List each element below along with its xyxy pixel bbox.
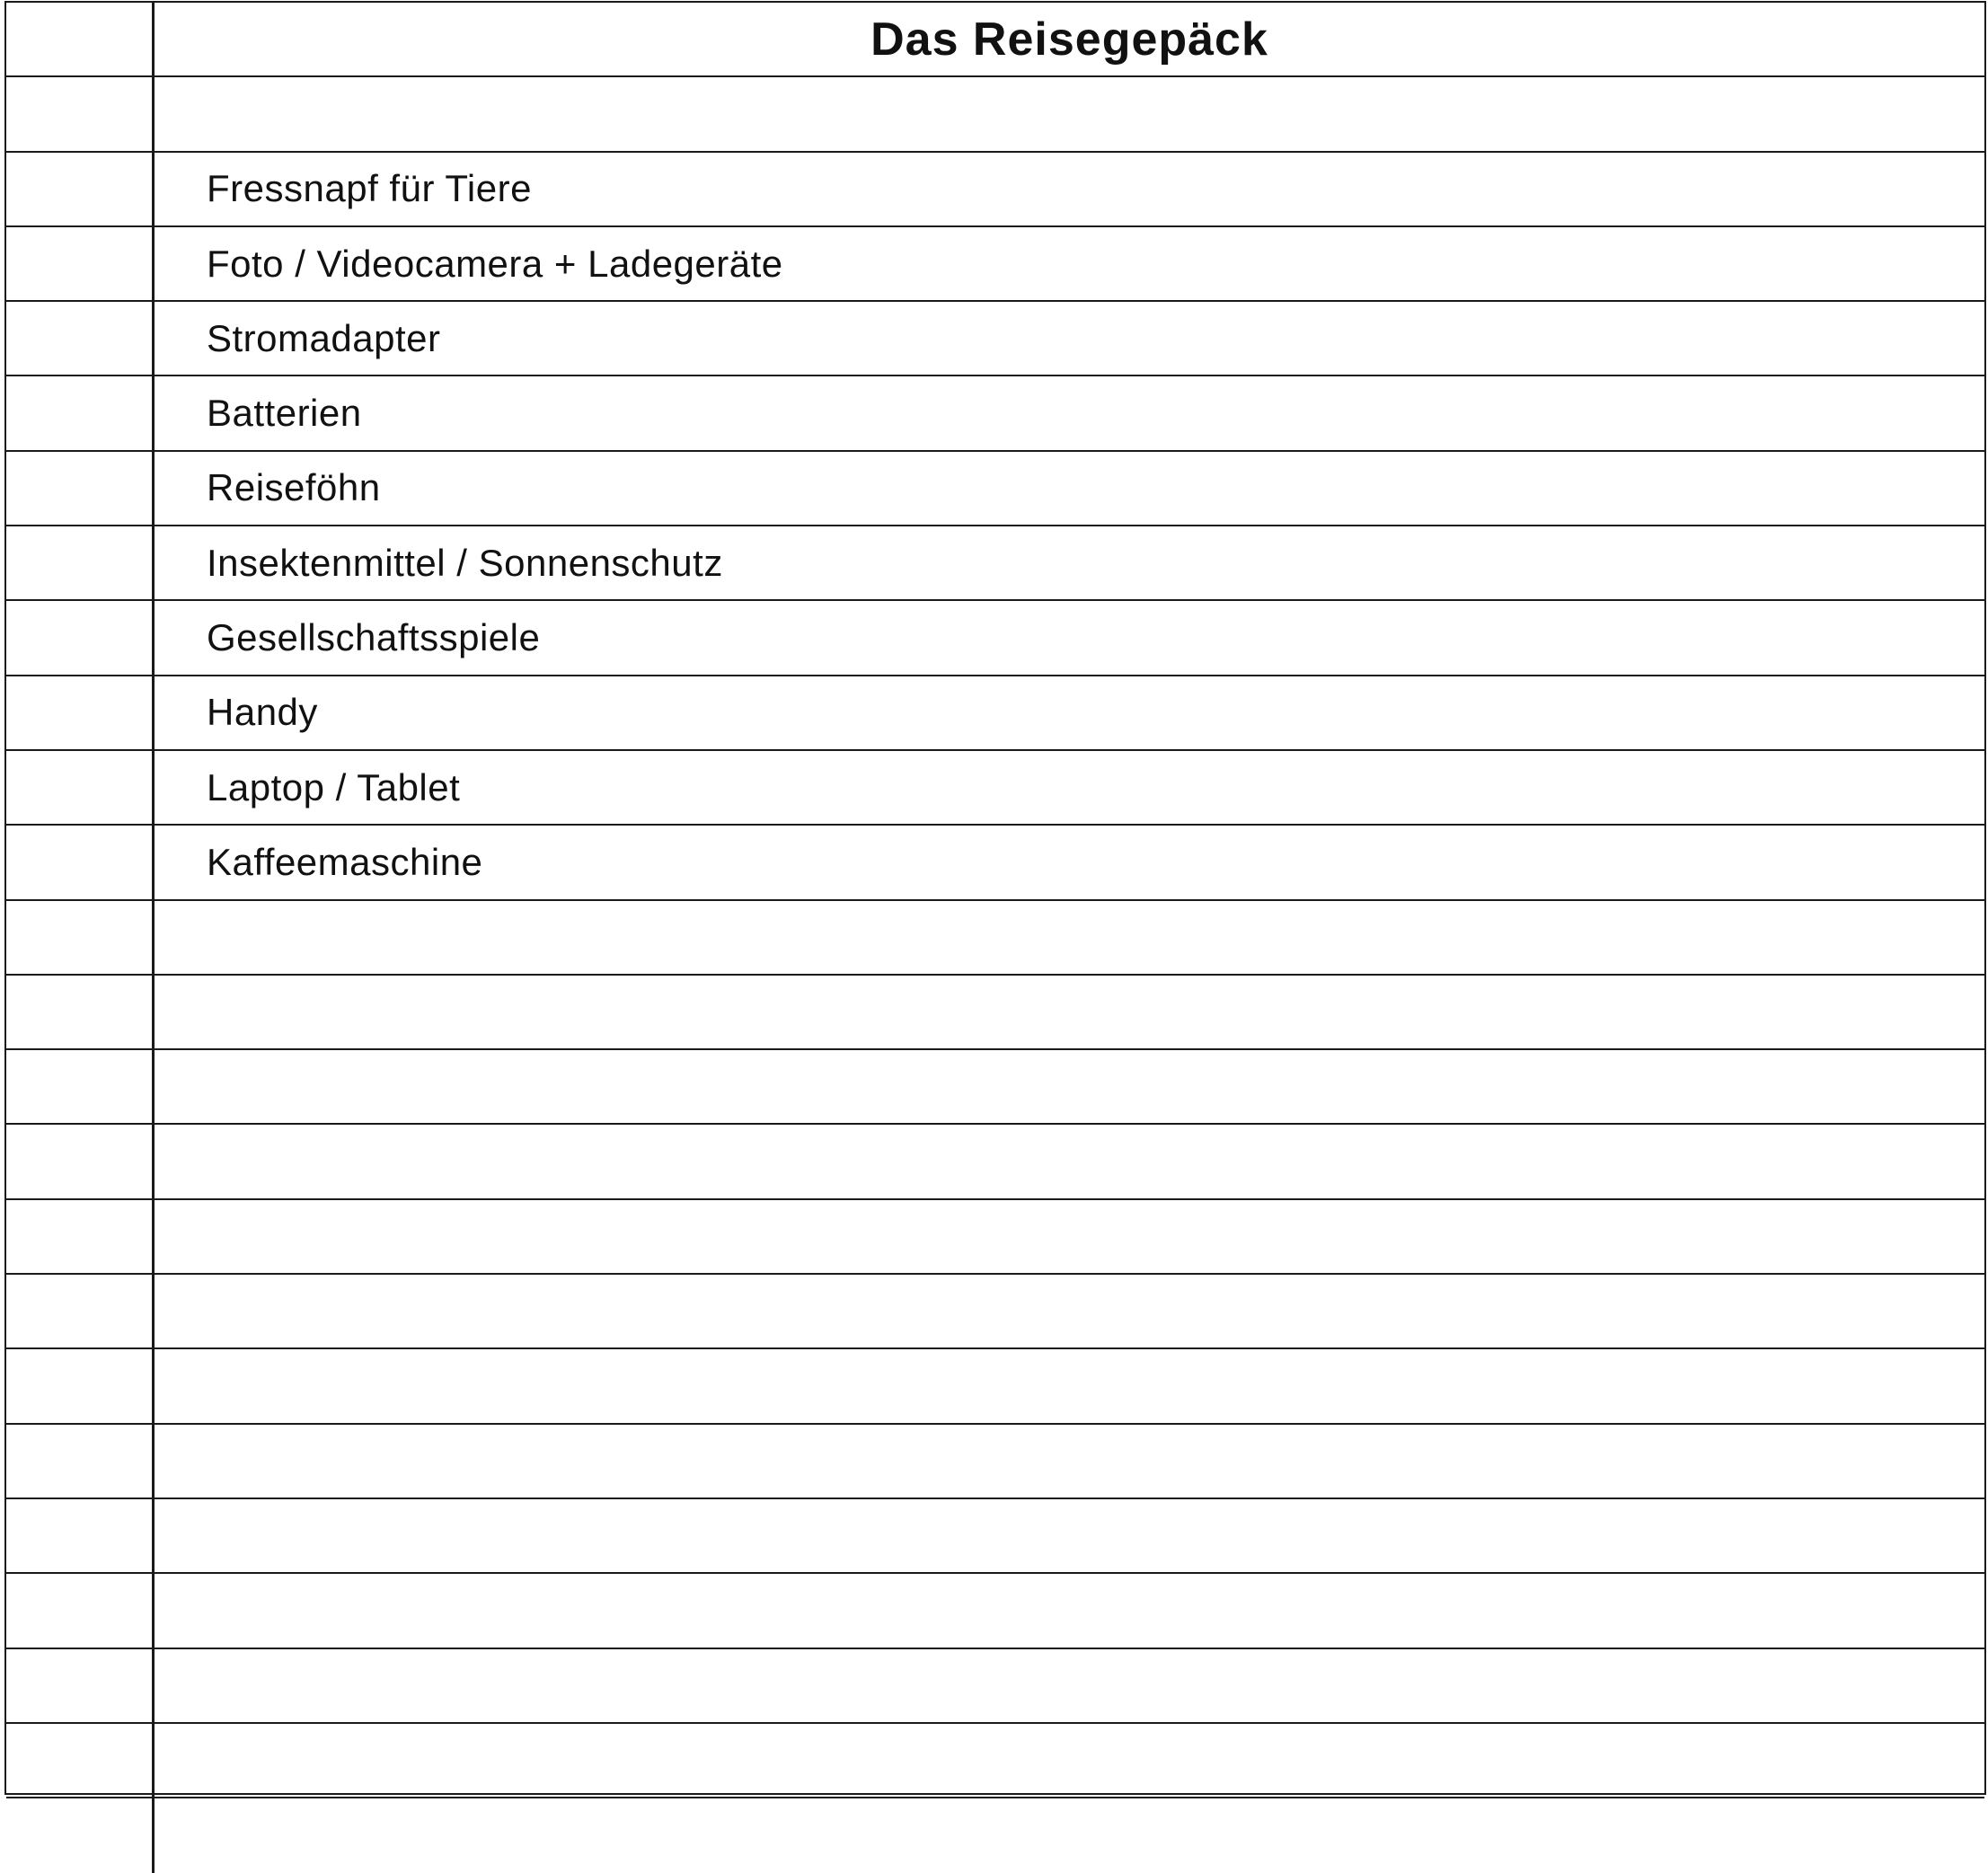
table-row xyxy=(6,153,1984,227)
checkbox-cell[interactable] xyxy=(6,1125,155,1197)
checkbox-cell[interactable] xyxy=(6,1724,155,1797)
table-row xyxy=(6,77,1984,152)
table-row xyxy=(6,976,1984,1050)
checkbox-cell[interactable] xyxy=(6,77,155,150)
item-label: Kaffeemaschine xyxy=(207,840,483,883)
item-label: Insektenmittel / Sonnenschutz xyxy=(207,541,723,584)
table-row xyxy=(6,1499,1984,1574)
item-label: Handy xyxy=(207,691,318,734)
item-label: Gesellschaftsspiele xyxy=(207,616,541,659)
checkbox-cell[interactable] xyxy=(6,1275,155,1347)
item-label: Fressnapf für Tiere xyxy=(207,167,532,210)
checkbox-cell[interactable] xyxy=(6,751,155,824)
table-row xyxy=(6,1425,1984,1499)
item-label xyxy=(155,1050,1984,1123)
table-row xyxy=(6,227,1984,302)
checkbox-cell[interactable] xyxy=(6,1649,155,1722)
checkbox-cell[interactable] xyxy=(6,302,155,375)
checkbox-cell[interactable] xyxy=(6,227,155,300)
item-label: Foto / Videocamera + Ladegeräte xyxy=(207,242,783,285)
checkbox-cell[interactable] xyxy=(6,1050,155,1123)
table-row xyxy=(6,376,1984,451)
table-row xyxy=(6,1649,1984,1724)
checkbox-cell[interactable] xyxy=(6,1574,155,1647)
checkbox-cell[interactable] xyxy=(6,1798,155,1873)
table-row xyxy=(6,1200,1984,1275)
page-title: Das Reisegepäck xyxy=(870,13,1268,66)
table-row xyxy=(6,1724,1984,1798)
table-row xyxy=(6,302,1984,376)
item-label xyxy=(155,976,1984,1048)
table-row xyxy=(6,676,1984,751)
item-label xyxy=(155,901,1984,974)
table-row xyxy=(6,526,1984,601)
checkbox-cell[interactable] xyxy=(6,976,155,1048)
item-label xyxy=(155,1425,1984,1498)
item-label xyxy=(155,1574,1984,1647)
item-label xyxy=(155,1649,1984,1722)
table-row xyxy=(6,601,1984,676)
checkbox-cell[interactable] xyxy=(6,826,155,898)
checkbox-cell[interactable] xyxy=(6,1499,155,1572)
table-row xyxy=(6,901,1984,976)
table-row xyxy=(6,751,1984,826)
checkbox-cell[interactable] xyxy=(6,901,155,974)
checkbox-cell[interactable] xyxy=(6,601,155,674)
item-label xyxy=(155,1125,1984,1197)
checkbox-cell[interactable] xyxy=(6,1200,155,1273)
packing-list-table xyxy=(4,1,1986,1795)
checkbox-cell[interactable] xyxy=(6,153,155,225)
item-label xyxy=(155,1499,1984,1572)
item-label xyxy=(155,1724,1984,1797)
item-label xyxy=(155,1349,1984,1422)
item-label xyxy=(155,77,1984,150)
header-row xyxy=(6,3,1984,77)
item-label xyxy=(155,1798,1984,1873)
checkbox-cell[interactable] xyxy=(6,1425,155,1498)
table-row xyxy=(6,1349,1984,1424)
item-label: Stromadapter xyxy=(207,316,441,359)
table-row xyxy=(6,1275,1984,1349)
header-checkbox-cell xyxy=(6,3,155,75)
checkbox-cell[interactable] xyxy=(6,676,155,749)
item-label xyxy=(155,1275,1984,1347)
table-row xyxy=(6,1050,1984,1125)
table-row xyxy=(6,1125,1984,1199)
table-row xyxy=(6,1574,1984,1648)
checkbox-cell[interactable] xyxy=(6,452,155,525)
checkbox-cell[interactable] xyxy=(6,376,155,449)
item-label: Reiseföhn xyxy=(207,466,381,509)
table-row xyxy=(6,826,1984,900)
checkbox-cell[interactable] xyxy=(6,1349,155,1422)
item-label: Laptop / Tablet xyxy=(207,765,461,808)
item-label xyxy=(155,1200,1984,1273)
table-row xyxy=(6,1798,1984,1873)
checkbox-cell[interactable] xyxy=(6,526,155,599)
table-row xyxy=(6,452,1984,526)
item-label: Batterien xyxy=(207,392,362,435)
